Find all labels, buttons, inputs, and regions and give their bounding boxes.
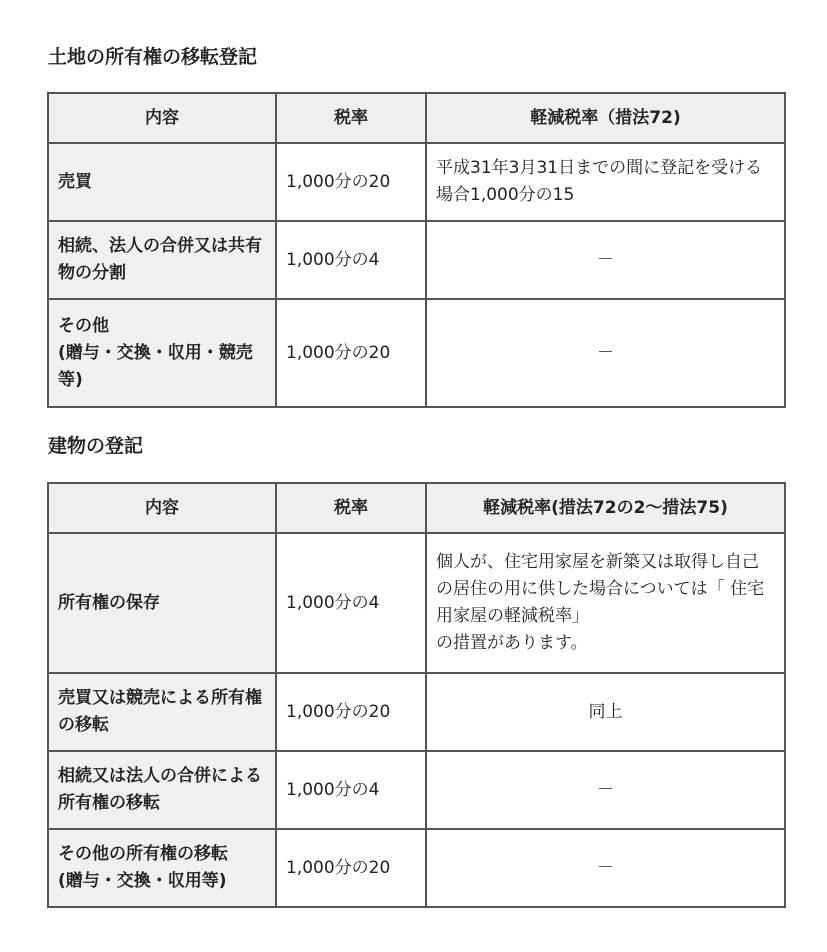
row-reduced-rate: － bbox=[426, 751, 785, 829]
row-rate: 1,000分の20 bbox=[276, 829, 426, 907]
row-label: その他の所有権の移転 (贈与・交換・収用等) bbox=[48, 829, 276, 907]
row-label: 相続、法人の合併又は共有物の分割 bbox=[48, 221, 276, 299]
row-rate: 1,000分の4 bbox=[276, 751, 426, 829]
row-reduced-rate: 平成31年3月31日までの間に登記を受ける場合1,000分の15 bbox=[426, 143, 785, 221]
row-label: 売買又は競売による所有権の移転 bbox=[48, 673, 276, 751]
row-label: その他 (贈与・交換・収用・競売等) bbox=[48, 299, 276, 407]
building-registration-tax-table bbox=[47, 482, 786, 908]
header-content: 内容 bbox=[48, 93, 276, 143]
header-reduced-rate: 軽減税率（措法72) bbox=[426, 93, 785, 143]
building-section-title: 建物の登記 bbox=[48, 435, 144, 457]
row-label: 所有権の保存 bbox=[48, 533, 276, 673]
row-reduced-rate: － bbox=[426, 829, 785, 907]
table-row bbox=[48, 221, 785, 299]
row-reduced-rate: － bbox=[426, 299, 785, 407]
row-reduced-rate: － bbox=[426, 221, 785, 299]
header-rate: 税率 bbox=[276, 93, 426, 143]
row-reduced-rate: 個人が、住宅用家屋を新築又は取得し自己の居住の用に供した場合については「 住宅用家屋の軽減税率」 の措置があります。 bbox=[426, 533, 785, 673]
table-row bbox=[48, 673, 785, 751]
header-content: 内容 bbox=[48, 483, 276, 533]
row-rate: 1,000分の20 bbox=[276, 143, 426, 221]
row-reduced-rate: 同上 bbox=[426, 673, 785, 751]
row-rate: 1,000分の4 bbox=[276, 533, 426, 673]
table-row bbox=[48, 299, 785, 407]
table-row bbox=[48, 143, 785, 221]
row-rate: 1,000分の4 bbox=[276, 221, 426, 299]
table-header-row bbox=[48, 93, 785, 143]
row-rate: 1,000分の20 bbox=[276, 299, 426, 407]
land-section-title: 土地の所有権の移転登記 bbox=[48, 46, 258, 68]
table-row bbox=[48, 829, 785, 907]
table-row bbox=[48, 751, 785, 829]
header-reduced-rate: 軽減税率(措法72の2〜措法75) bbox=[426, 483, 785, 533]
header-rate: 税率 bbox=[276, 483, 426, 533]
table-header-row bbox=[48, 483, 785, 533]
land-registration-tax-table bbox=[47, 92, 786, 408]
table-row bbox=[48, 533, 785, 673]
row-label: 売買 bbox=[48, 143, 276, 221]
row-label: 相続又は法人の合併による所有権の移転 bbox=[48, 751, 276, 829]
row-rate: 1,000分の20 bbox=[276, 673, 426, 751]
